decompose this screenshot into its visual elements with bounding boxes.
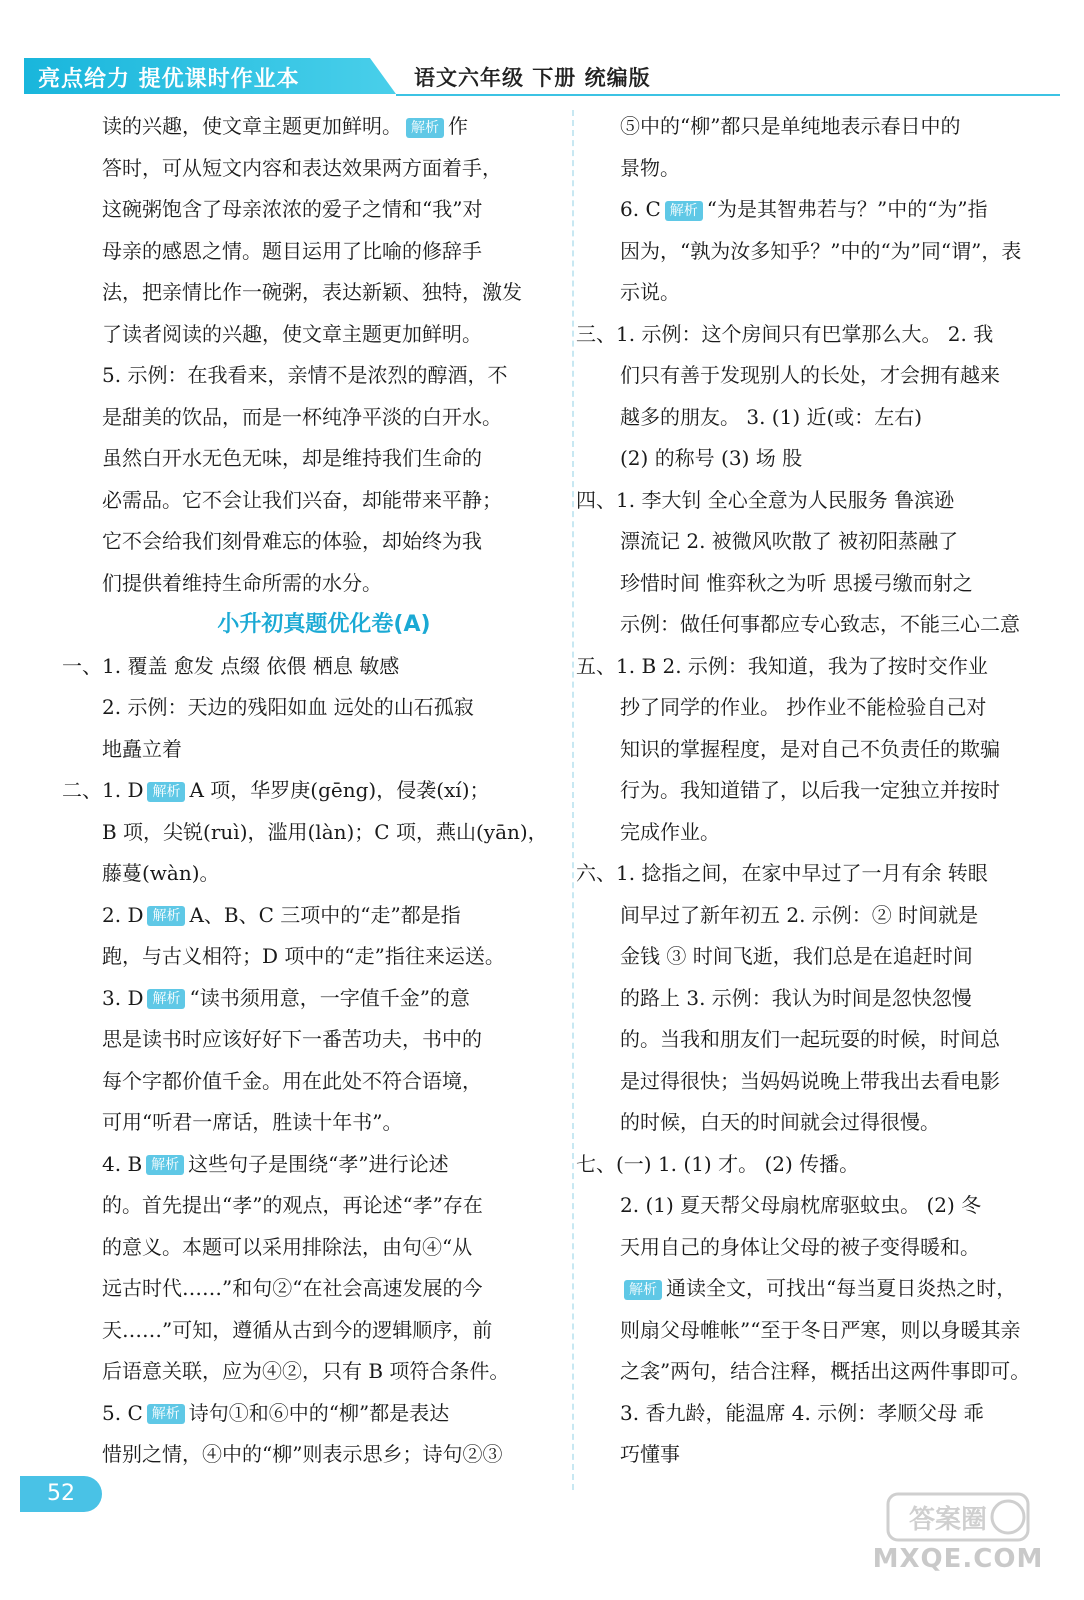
text-line: 后语意关联，应为④②，只有 B 项符合条件。: [102, 1359, 510, 1383]
text-line: 5. C 解析 诗句①和⑥中的“柳”都是表达: [102, 1400, 450, 1425]
series-title: 亮点给力 提优课时作业本: [38, 67, 300, 92]
text-line: 一、1. 覆盖 愈发 点缀 依偎 栖息 敏感: [62, 653, 400, 678]
text-line: 四、1. 李大钊 全心全意为人民服务 鲁滨逊: [576, 487, 955, 512]
text-line: 2. D 解析 A、B、C 三项中的“走”都是指: [102, 902, 461, 927]
text-line: 6. C 解析 “为是其智弗若与？”中的“为”指: [620, 197, 988, 221]
text-line: 示例：做任何事都应专心致志，不能三心二意: [620, 612, 1020, 636]
text-line: 的。当我和朋友们一起玩耍的时候，时间总: [620, 1027, 1000, 1051]
text-line: B 项，尖锐(ruì)，滥用(làn)；C 项，燕山(yān)，: [102, 819, 548, 844]
analysis-tag: 解析: [406, 118, 444, 138]
text-line: 二、1. D 解析 A 项，华罗庚(gēng)，侵袭(xí)；: [62, 778, 490, 802]
text-line: 因为，“孰为汝多知乎？”中的“为”同“谓”，表: [620, 238, 1022, 263]
text-line: 知识的掌握程度，是对自己不负责任的欺骗: [620, 736, 1000, 761]
text-line: 巧懂事: [620, 1442, 680, 1466]
text-line: 每个字都价值千金。用在此处不符合语境，: [102, 1068, 482, 1093]
text-line: 必需品。它不会让我们兴奋，却能带来平静；: [102, 487, 502, 512]
text-line: 解析 通读全文，可找出“每当夏日炎热之时，: [598, 1268, 1068, 1310]
text-line: 天……”可知，遵循从古到今的逻辑顺序，前: [102, 1317, 493, 1342]
text-line: 法，把亲情比作一碗粥，表达新颖、独特，激发: [102, 280, 522, 304]
text-line: 地矗立着: [102, 736, 182, 761]
left-column: [62, 106, 548, 1476]
text-line: 景物。: [620, 155, 680, 180]
text-line: 则扇父母帷帐”“至于冬日严寒，则以身暖其亲: [620, 1317, 1021, 1342]
text-line: 是甜美的饮品，而是一杯纯净平淡的白开水。: [102, 404, 502, 429]
text-line: 的时候，白天的时间就会过得很慢。: [620, 1110, 940, 1134]
text-line: 三、1. 示例：这个房间只有巴掌那么大。 2. 我: [576, 321, 994, 346]
watermark: [858, 1488, 1058, 1588]
text-line: 间早过了新年初五 2. 示例：② 时间就是: [620, 902, 979, 927]
analysis-tag: 解析: [147, 906, 185, 926]
text-line: 之衾”两句，结合注释，概括出这两件事即可。: [620, 1359, 1031, 1383]
text-line: 的意义。本题可以采用排除法，由句④“从: [102, 1234, 473, 1259]
text-line: 六、1. 捻指之间，在家中早过了一月有余 转眼: [576, 861, 988, 885]
text-line: 完成作业。: [620, 819, 720, 844]
text-line: 的路上 3. 示例：我认为时间是忽快忽慢: [620, 985, 972, 1010]
analysis-tag: 解析: [147, 989, 185, 1009]
text-line: 惜别之情，④中的“柳”则表示思乡；诗句②③: [102, 1442, 503, 1466]
text-line: 2. 示例：天边的残阳如血 远处的山石孤寂: [102, 695, 474, 719]
analysis-tag: 解析: [147, 782, 185, 802]
text-line: 3. D 解析 “读书须用意，一字值千金”的意: [102, 985, 470, 1010]
column-divider: [572, 110, 574, 1490]
analysis-tag: 解析: [147, 1404, 185, 1424]
watermark-logo-icon: [858, 1488, 1058, 1548]
text-line: 漂流记 2. 被微风吹散了 被初阳蒸融了: [620, 529, 959, 553]
text-line: ⑤中的“柳”都只是单纯地表示春日中的: [620, 114, 961, 138]
text-line: 3. 香九龄，能温席 4. 示例：孝顺父母 乖: [620, 1400, 984, 1425]
text-line: 可用“听君一席话，胜读十年书”。: [102, 1110, 403, 1134]
page-number: 52: [20, 1476, 102, 1512]
analysis-tag: 解析: [624, 1280, 662, 1300]
text-line: 答时，可从短文内容和表达效果两方面着手，: [102, 155, 502, 180]
text-line: 虽然白开水无色无味，却是维持我们生命的: [102, 446, 482, 470]
text-line: 读的兴趣，使文章主题更加鲜明。 解析 作: [102, 114, 468, 138]
text-line: 4. B 解析 这些句子是围绕“孝”进行论述: [102, 1151, 449, 1176]
page-header: [24, 58, 1060, 96]
text-line: 2. (1) 夏天帮父母扇枕席驱蚊虫。 (2) 冬: [620, 1193, 982, 1217]
header-rule: [396, 94, 1060, 96]
text-line: 它不会给我们刻骨难忘的体验，却始终为我: [102, 529, 482, 553]
text-line: 们只有善于发现别人的长处，才会拥有越来: [620, 363, 1000, 387]
text-line: 珍惜时间 惟弈秋之为听 思援弓缴而射之: [620, 570, 973, 595]
text-line: 藤蔓(wàn)。: [102, 861, 220, 885]
text-line: 天用自己的身体让父母的被子变得暖和。: [620, 1234, 980, 1259]
text-line: 这碗粥饱含了母亲浓浓的爱子之情和“我”对: [102, 197, 483, 221]
svg-text:答案圈: 答案圈: [908, 1505, 988, 1535]
text-line: 远古时代……”和句②“在社会高速发展的今: [102, 1276, 483, 1300]
text-line: 是过得很快；当妈妈说晚上带我出去看电影: [620, 1068, 1000, 1093]
text-line: 跑，与古义相符；D 项中的“走”指往来运送。: [102, 944, 505, 968]
text-line: 七、(一) 1. (1) 才。 (2) 传播。: [576, 1151, 860, 1176]
text-line: 抄了同学的作业。 抄作业不能检验自己对: [620, 695, 987, 719]
text-line: 示说。: [620, 280, 680, 304]
text-line: 五、1. B 2. 示例：我知道，我为了按时交作业: [576, 653, 988, 678]
section-title: 小升初真题优化卷(A): [217, 612, 431, 637]
subject-title: 语文六年级 下册 统编版: [414, 66, 651, 90]
text-line: 们提供着维持生命所需的水分。: [102, 570, 382, 595]
text-line: (2) 的称号 (3) 场 股: [620, 446, 803, 470]
text-line: 行为。我知道错了，以后我一定独立并按时: [620, 778, 1000, 802]
text-line: 越多的朋友。 3. (1) 近(或：左右): [620, 404, 923, 429]
text-line: 的。首先提出“孝”的观点，再论述“孝”存在: [102, 1193, 483, 1217]
watermark-site: MXQE.COM: [872, 1544, 1044, 1574]
text-line: 5. 示例：在我看来，亲情不是浓烈的醇酒，不: [102, 363, 508, 387]
analysis-tag: 解析: [146, 1155, 184, 1175]
text-line: 金钱 ③ 时间飞逝，我们总是在追赶时间: [620, 944, 973, 968]
text-line: 思是读书时应该好好下一番苦功夫，书中的: [102, 1027, 482, 1051]
text-line: 了读者阅读的兴趣，使文章主题更加鲜明。: [102, 321, 482, 346]
analysis-tag: 解析: [665, 201, 703, 221]
text-line: 母亲的感恩之情。题目运用了比喻的修辞手: [102, 238, 482, 263]
right-column: [576, 106, 1068, 1476]
